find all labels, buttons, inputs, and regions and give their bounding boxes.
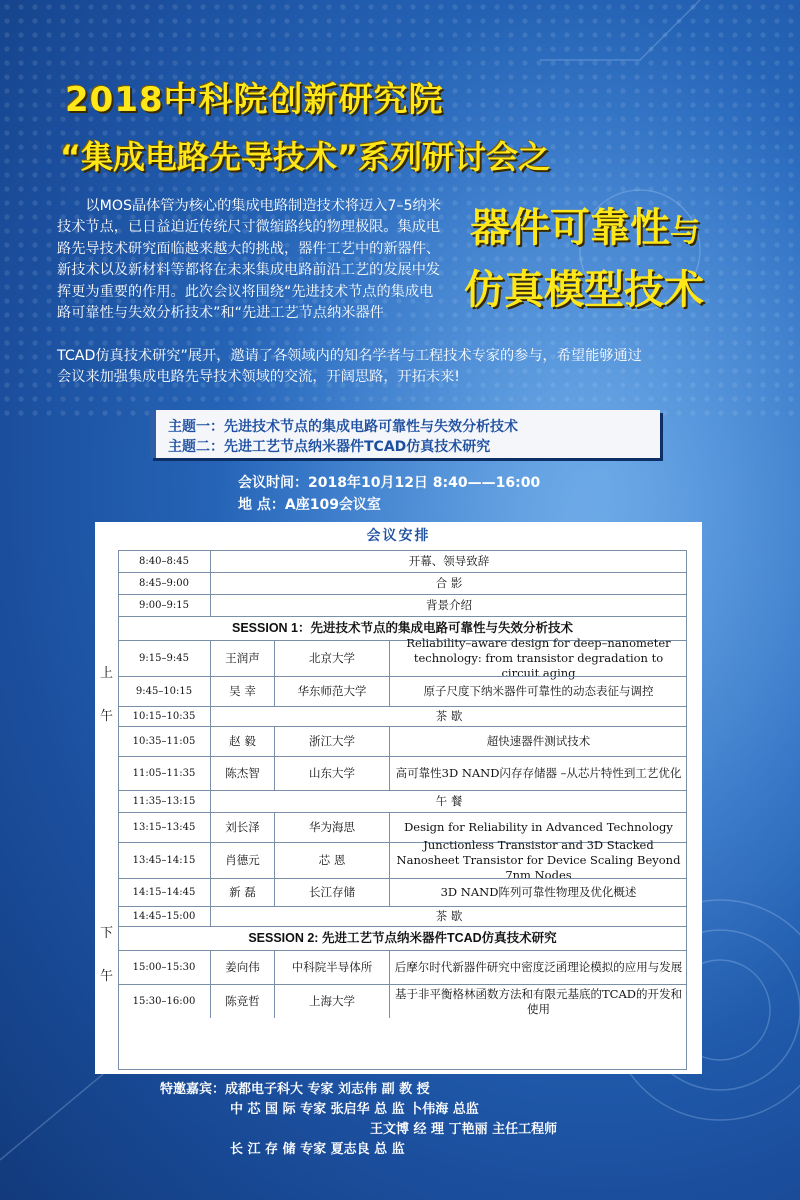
organization-cell: 华东师范大学 <box>275 677 390 706</box>
time-cell: 11:35–13:15 <box>118 791 211 812</box>
table-row <box>118 790 687 812</box>
session-header-row <box>118 926 687 950</box>
intro-paragraph: 以MOS晶体管为核心的集成电路制造技术将迈入7–5纳米技术节点，已日益迫近传统尺寸微缩路线的物理极限。集成电路先导技术研究面临越来越大的挑战，器件工艺中的新器件、新技术以及新材料等都将在未来集成电路前沿工艺的发展中发挥更为重要的作用。此次会议将围绕“先进技术节点的集成电路可靠性与失效分析技术”和“先进工艺节点纳米器件 <box>57 198 441 322</box>
table-row <box>118 572 687 594</box>
time-cell: 13:15–13:45 <box>118 813 211 842</box>
time-cell: 10:15–10:35 <box>118 707 211 726</box>
intro-line: TCAD仿真技术研究”展开，邀请了各领域内的知名学者与工程技术专家的参与，希望能够通过 <box>57 348 642 364</box>
time-cell: 9:45–10:15 <box>118 677 211 706</box>
table-row <box>118 550 687 572</box>
poster-subtitle-line2: 仿真模型技术 <box>464 267 704 313</box>
table-row <box>118 838 687 882</box>
agenda-item: 茶 歇 <box>435 709 463 723</box>
talk-topic-cell: 后摩尔时代新器件研究中密度泛函理论模拟的应用与发展 <box>394 960 683 974</box>
subtitle-conjunction: 与 <box>670 214 700 249</box>
session-title: SESSION 1：先进技术节点的集成电路可靠性与失效分析技术 <box>232 621 573 635</box>
time-cell: 13:45–14:15 <box>118 843 211 878</box>
time-cell: 9:00–9:15 <box>118 595 211 616</box>
talk-topic-cell: 原子尺度下纳米器件可靠性的动态表征与调控 <box>423 684 654 698</box>
organization-cell: 芯 恩 <box>275 843 390 878</box>
meeting-time: 会议时间：2018年10月12日 8:40——16:00 <box>238 475 541 491</box>
guest-line: 中 芯 国 际 专家 张启华 总 监 卜伟海 总监 <box>230 1102 479 1117</box>
topic-one: 主题一：先进技术节点的集成电路可靠性与失效分析技术 <box>168 419 518 435</box>
organization-cell: 北京大学 <box>275 641 390 676</box>
agenda-item: 背景介绍 <box>426 598 472 612</box>
speaker-cell: 赵 毅 <box>211 727 275 756</box>
time-cell: 9:15–9:45 <box>118 641 211 676</box>
talk-topic-cell: 超快速器件测试技术 <box>486 734 591 748</box>
period-char: 午 <box>99 709 113 724</box>
talk-topic-cell: 基于非平衡格林函数方法和有限元基底的TCAD的开发和使用 <box>395 986 682 1016</box>
agenda-item: 合 影 <box>435 576 463 590</box>
speaker-cell: 肖德元 <box>211 843 275 878</box>
time-cell: 14:15–14:45 <box>118 879 211 906</box>
agenda-item: 午 餐 <box>435 794 463 808</box>
speaker-cell: 陈竞哲 <box>211 985 275 1018</box>
organization-cell: 上海大学 <box>275 985 390 1018</box>
organization-cell: 长江存储 <box>275 879 390 906</box>
speaker-cell: 吴 幸 <box>211 677 275 706</box>
guest-line: 王文博 经 理 丁艳丽 主任工程师 <box>370 1122 558 1137</box>
table-row <box>118 594 687 616</box>
speaker-cell: 陈杰智 <box>211 757 275 790</box>
table-row <box>118 984 687 1018</box>
organization-cell: 中科院半导体所 <box>275 951 390 984</box>
time-cell: 10:35–11:05 <box>118 727 211 756</box>
period-char: 上 <box>99 666 113 681</box>
table-row <box>118 726 687 756</box>
time-cell: 8:45–9:00 <box>118 573 211 594</box>
poster-title-line2: “集成电路先导技术”系列研讨会之 <box>60 138 551 176</box>
intro-paragraph-continued <box>57 346 757 389</box>
talk-topic-cell: 3D NAND阵列可靠性物理及优化概述 <box>440 885 637 899</box>
talk-topic-cell: Reliability–aware design for deep–nanometer technology: from transistor degradation to circuit aging <box>406 636 671 680</box>
organization-cell: 华为海思 <box>275 813 390 842</box>
table-row <box>118 706 687 726</box>
time-cell: 14:45–15:00 <box>118 907 211 926</box>
meeting-place: 地 点：A座109会议室 <box>238 497 381 513</box>
table-row <box>118 676 687 706</box>
period-char: 午 <box>99 969 113 984</box>
talk-topic-cell: Junctionless Transistor and 3D Stacked Nanosheet Transistor for Device Scaling Beyond 7nm Nodes <box>396 838 681 882</box>
period-char: 下 <box>99 926 113 941</box>
period-afternoon <box>95 836 118 1070</box>
speaker-cell: 新 磊 <box>211 879 275 906</box>
guest-line: 长 江 存 储 专家 夏志良 总 监 <box>230 1142 405 1157</box>
table-row <box>118 950 687 984</box>
agenda-item: 茶 歇 <box>435 909 463 923</box>
organization-cell: 山东大学 <box>275 757 390 790</box>
speaker-cell: 王润声 <box>211 641 275 676</box>
poster-title-line1: 2018中科院创新研究院 <box>65 80 444 120</box>
table-row <box>118 636 687 680</box>
time-cell: 15:00–15:30 <box>118 951 211 984</box>
table-row <box>118 878 687 906</box>
organization-cell: 浙江大学 <box>275 727 390 756</box>
talk-topic-cell: Design for Reliability in Advanced Technology <box>404 820 673 834</box>
period-morning <box>95 550 119 836</box>
topics-box <box>150 410 660 458</box>
session-title: SESSION 2: 先进工艺节点纳米器件TCAD仿真技术研究 <box>248 931 557 945</box>
talk-topic-cell: 高可靠性3D NAND闪存存储器 –从芯片特性到工艺优化 <box>395 766 682 780</box>
time-cell: 8:40–8:45 <box>118 550 211 572</box>
agenda-item: 开幕、领导致辞 <box>408 553 490 568</box>
intro-line: 会议来加强集成电路先导技术领域的交流，开阔思路，开拓未来! <box>57 369 460 386</box>
table-row <box>118 756 687 790</box>
table-row <box>118 906 687 926</box>
guest-line: 特邀嘉宾：成都电子科大 专家 刘志伟 副 教 授 <box>160 1082 430 1097</box>
subtitle-text: 器件可靠性 <box>470 205 670 251</box>
poster-subtitle-line1 <box>470 196 700 253</box>
time-cell: 11:05–11:35 <box>118 757 211 790</box>
topic-two: 主题二：先进工艺节点纳米器件TCAD仿真技术研究 <box>168 439 491 455</box>
time-cell: 15:30–16:00 <box>118 985 211 1018</box>
schedule-panel <box>95 522 702 1074</box>
speaker-cell: 姜向伟 <box>211 951 275 984</box>
speaker-cell: 刘长泽 <box>211 813 275 842</box>
schedule-title: 会议安排 <box>366 528 431 544</box>
